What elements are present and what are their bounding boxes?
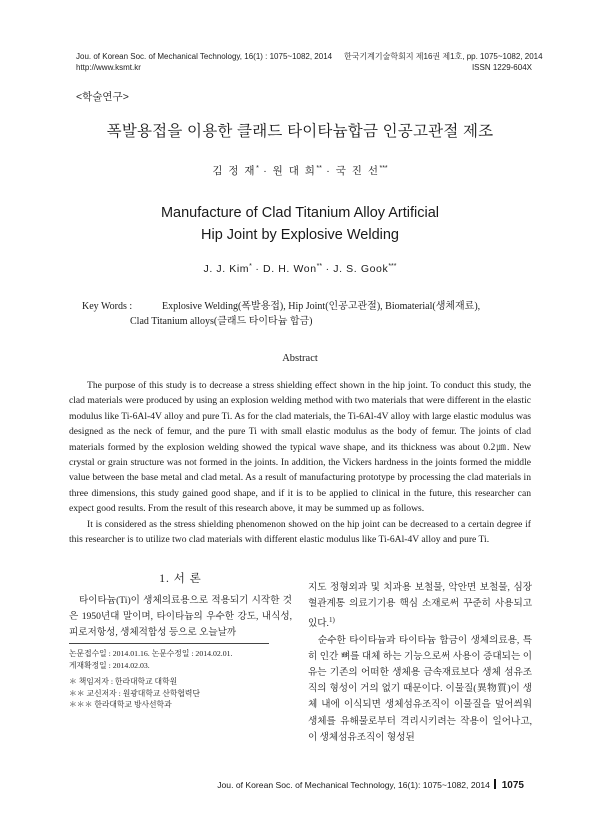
title-english-line2: Hip Joint by Explosive Welding [201, 227, 399, 243]
journal-citation: Jou. of Korean Soc. of Mechanical Technology, 16(1) : 1075~1082, 2014 [76, 52, 333, 61]
reference-mark: 1) [328, 616, 335, 625]
keywords-line1: Explosive Welding(폭발용접), Hip Joint(인공고관절), Biomaterial(생체재료), [162, 301, 481, 312]
title-korean: 폭발용접을 이용한 클래드 타이타늄합금 인공고관절 제조 [106, 123, 494, 140]
footnotes [69, 648, 292, 711]
accepted-date: 게재확정일 : 2014.02.03. [69, 660, 150, 670]
author-separator: · [255, 263, 260, 275]
author-mark: * [249, 263, 252, 270]
author-separator: · [325, 263, 330, 275]
body-paragraph: 타이타늄(Ti)이 생체의료용으로 적용되기 시작한 것은 1950년대 말이며, 타이타늄의 우수한 강도, 내식성, 피로저항성, 생체적합성 등으로 오늘날까 [69, 595, 292, 639]
authors-korean [0, 163, 600, 178]
author-mark: *** [379, 165, 388, 172]
author-mark: ** [316, 165, 322, 172]
abstract-paragraph: The purpose of this study is to decrease a stress shielding effect shown in the hip joint. To conduct this study, the clad materials were produced by using an explosion welding method with two materials that were different in the elastic modulus like Ti-6Al-4V alloy and pure Ti. As for the clad materials, the Ti-6Al-4V alloy with large elastic modulus was designed as the neck of femur, and the pure Ti with small elastic modulus as the body of femur. The joints of clad materials formed by the explosion welding showed the typical wave shape, and its thickness was about 0.2㎛. New crystal or grain structure was not formed in the joints. In addition, the Vickers hardness in the joints formed the middle value between the base metal and clad metal. As a result of manufacturing prototype by processing the clad materials in three dimensions, this study gained good shape, and if it is to be applied to clinical in the future, this researcher can expect good results. From the result of this research above, it may be summed up as follows. [69, 380, 531, 515]
keywords-label: Key Words : [82, 301, 133, 312]
abstract-body [69, 378, 531, 547]
page-footer [217, 779, 524, 791]
journal-issn: ISSN 1229-604X [471, 62, 532, 72]
author-mark: ** [316, 263, 323, 270]
body-paragraph [308, 580, 532, 633]
abstract-heading: Abstract [282, 353, 318, 364]
keywords-line2: Clad Titanium alloys(클래드 타이타늄 합금) [130, 316, 313, 327]
author-mark: *** [388, 263, 397, 270]
abstract-paragraph: It is considered as the stress shielding phenomenon showed on the hip joint can be decreased to a certain degree if this researcher is to utilize two clad materials with different elastic modulus like Ti-6Al-4V alloy and pure Ti. [69, 518, 531, 546]
section-heading: 1. 서 론 [159, 573, 202, 585]
journal-citation-korean: 한국기계기술학회지 제16권 제1호, pp. 1075~1082, 2014 [344, 52, 543, 61]
footer-citation: Jou. of Korean Soc. of Mechanical Technology, 16(1): 1075~1082, 2014 [217, 780, 490, 790]
journal-header-left [76, 52, 332, 73]
author-name: D. H. Won [263, 263, 317, 275]
journal-url: http://www.ksmt.kr [76, 62, 141, 72]
author-separator: · [263, 165, 269, 177]
footer-separator-bar [494, 779, 496, 789]
article-type-label: <학술연구> [76, 91, 129, 103]
right-column [308, 580, 532, 746]
author-affiliation: ＊＊ 교신저자 : 원광대학교 산학협력단 [69, 688, 201, 698]
journal-header-right [344, 52, 543, 73]
keywords [82, 299, 522, 329]
author-name: 김 정 재 [212, 165, 257, 177]
authors-english [0, 263, 600, 275]
author-name: 국 진 선 [335, 165, 380, 177]
page-number: 1075 [501, 780, 524, 791]
footnote-divider [69, 643, 269, 644]
author-separator: · [326, 165, 332, 177]
author-name: 원 대 희 [272, 165, 317, 177]
author-name: J. S. Gook [333, 263, 389, 275]
title-english-line1: Manufacture of Clad Titanium Alloy Artificial [160, 205, 440, 221]
body-text: 지도 정형외과 및 치과용 보철물, 악안면 보철물, 심장혈관계통 의료기기용 핵심 소재로써 꾸준히 사용되고 있다. [308, 582, 532, 630]
body-paragraph: 순수한 타이타늄과 타이타늄 합금이 생체의료용, 특히 인간 뼈를 대체 하는 기능으로써 사용이 증대되는 이유는 기존의 어떠한 생체용 금속재료보다 생체 섬유조직의 형성이 거의 없기 때문이다. 이물질(異物質)이 생체 내에 이식되면 생체섬유조직이 이물질을 덮어씌워 생체를 유해물로부터 격리시키려는 작용이 일어나고, 이 생체섬유조직이 형성된 [308, 634, 532, 743]
author-mark: * [256, 165, 259, 172]
left-column [69, 593, 292, 642]
author-affiliation: ＊ 책임저자 : 한라대학교 대학원 [69, 677, 178, 686]
author-name: J. J. Kim [203, 263, 250, 275]
received-date: 논문접수일 : 2014.01.16. 논문수정일 : 2014.02.01. [69, 649, 233, 658]
author-affiliation: ＊＊＊ 한라대학교 방사선학과 [69, 700, 172, 709]
